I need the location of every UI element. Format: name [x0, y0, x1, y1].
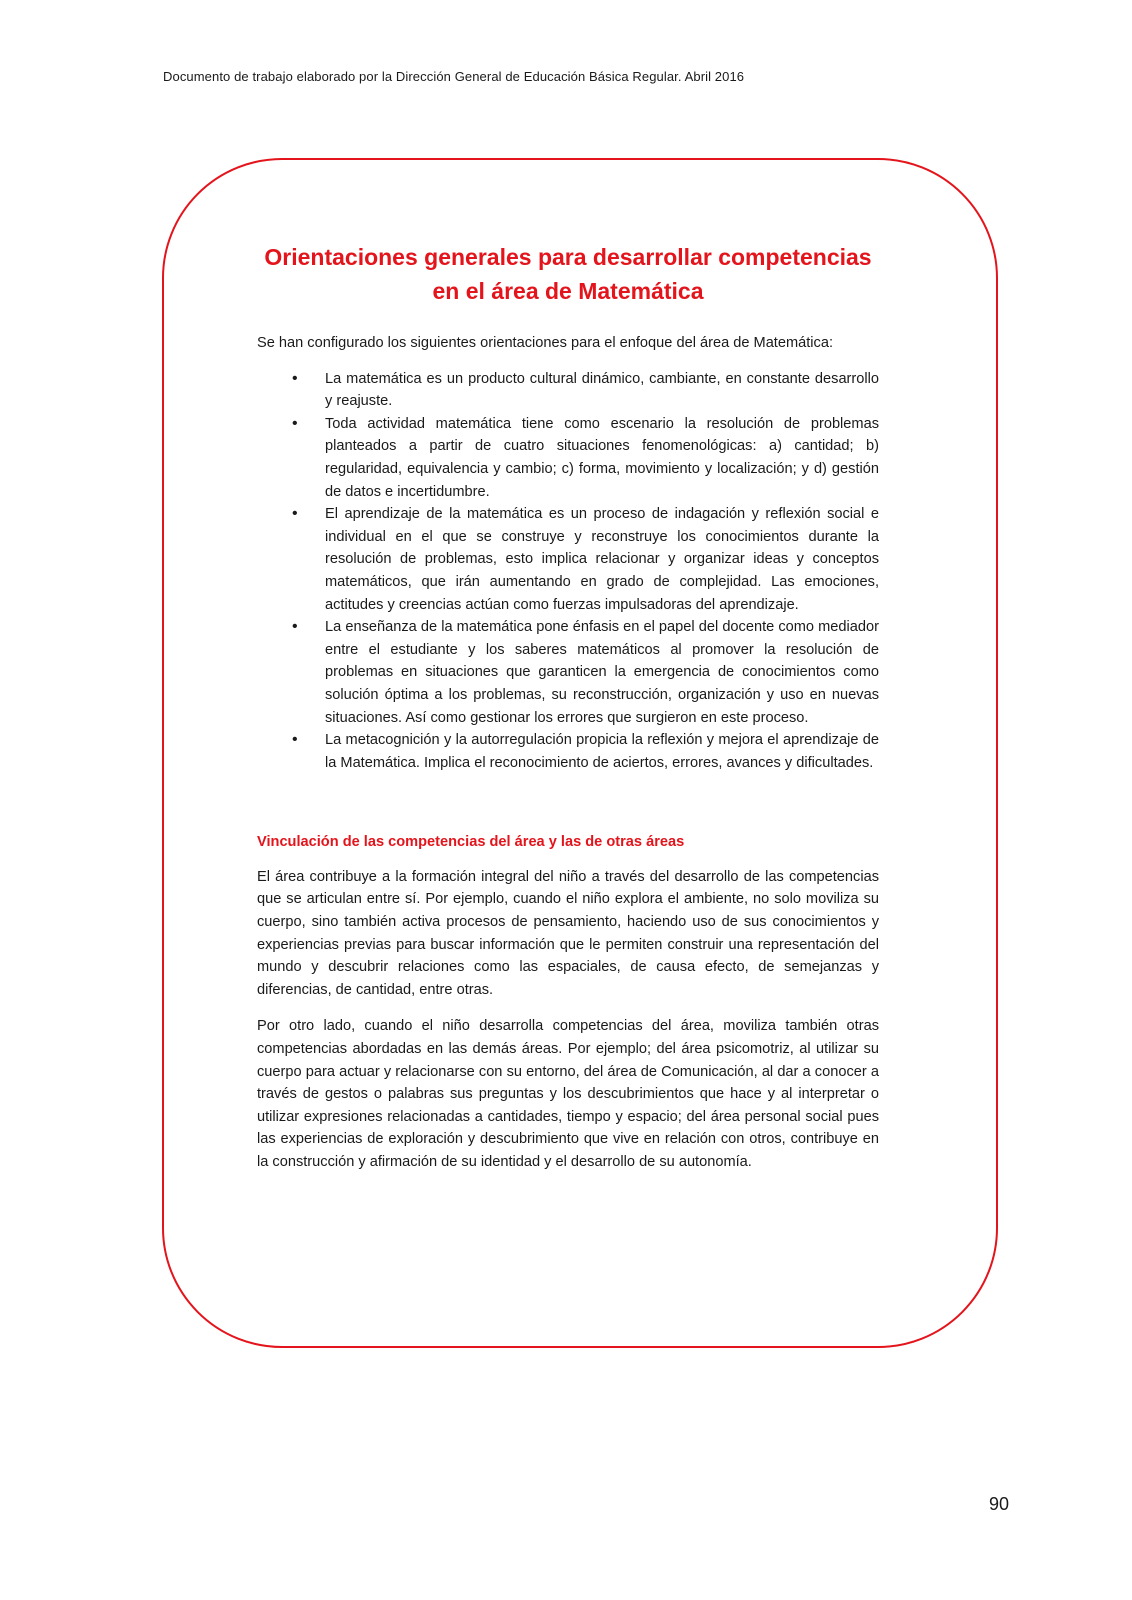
list-item-text: La enseñanza de la matemática pone énfasis en el papel del docente como mediador entre el estudiante y los saberes matemáticos al promover la resolución de problemas en situaciones que garanticen la emergencia de conocimientos como solución óptima a los problemas, su reconstrucción, organización y uso en nuevas situaciones. Así como gestionar los errores que surgieron en este proceso. [325, 619, 879, 726]
body-paragraph: Por otro lado, cuando el niño desarrolla competencias del área, moviliza también otras competencias abordadas en las demás áreas. Por ejemplo; del área psicomotriz, al utilizar su cuerpo para actuar y relacionarse con su entorno, del área de Comunicación, al dar a conocer a través de gestos o palabras sus preguntas y los descubrimientos que hace y al interpretar o utilizar expresiones relacionadas a cantidades, tiempo y espacio; del área personal social pues las experiencias de exploración y descubrimiento que vive en relación con otros, contribuye en la construcción y afirmación de su identidad y el desarrollo de su autonomía. [257, 1018, 879, 1170]
list-item-text: El aprendizaje de la matemática es un proceso de indagación y reflexión social e individual en el que se construye y reconstruye los conocimientos durante la resolución de problemas, esto implica relacionar y organizar ideas y conceptos matemáticos, que irán aumentando en grado de complejidad. Las emociones, actitudes y creencias actúan como fuerzas impulsadoras del aprendizaje. [325, 506, 879, 613]
list-item [257, 413, 879, 503]
section-title-line-1: Orientaciones generales para desarrollar competencias [264, 244, 872, 270]
list-item [257, 503, 879, 616]
bullet-icon: • [292, 414, 298, 432]
orientations-list [257, 368, 879, 775]
list-item-text: La matemática es un producto cultural dinámico, cambiante, en constante desarrollo y reajuste. [325, 370, 879, 410]
section-title-line-2: en el área de Matemática [432, 278, 704, 304]
bullet-icon: • [292, 731, 298, 749]
list-item [257, 616, 879, 729]
page-number: 90 [989, 1494, 1010, 1514]
intro-paragraph: Se han configurado los siguientes orientaciones para el enfoque del área de Matemática: [257, 335, 834, 351]
body-paragraph: El área contribuye a la formación integral del niño a través del desarrollo de las competencias que se articulan entre sí. Por ejemplo, cuando el niño explora el ambiente, no solo moviliza su cuerpo, sino también activa procesos de pensamiento, haciendo uso de sus conocimientos y experiencias previas para buscar información que le permiten construir una representación del mundo y descubrir relaciones como las espaciales, de causa efecto, de semejanzas y diferencias, de cantidad, entre otras. [257, 868, 879, 998]
list-item [257, 368, 879, 413]
list-item [257, 729, 879, 774]
section-title [257, 240, 879, 308]
page-header: Documento de trabajo elaborado por la Dirección General de Educación Básica Regular. Abril 2016 [163, 69, 745, 84]
bullet-icon: • [292, 505, 298, 523]
main-content [257, 240, 879, 1188]
subsection-title: Vinculación de las competencias del área y las de otras áreas [257, 834, 685, 851]
bullet-icon: • [292, 369, 298, 387]
list-item-text: La metacognición y la autorregulación propicia la reflexión y mejora el aprendizaje de la Matemática. Implica el reconocimiento de aciertos, errores, avances y dificultades. [325, 732, 879, 771]
bullet-icon: • [292, 618, 298, 636]
list-item-text: Toda actividad matemática tiene como escenario la resolución de problemas planteados a partir de cuatro situaciones fenomenológicas: a) cantidad; b) regularidad, equivalencia y cambio; c) forma, movimiento y localización; y d) gestión de datos e incertidumbre. [325, 415, 879, 500]
